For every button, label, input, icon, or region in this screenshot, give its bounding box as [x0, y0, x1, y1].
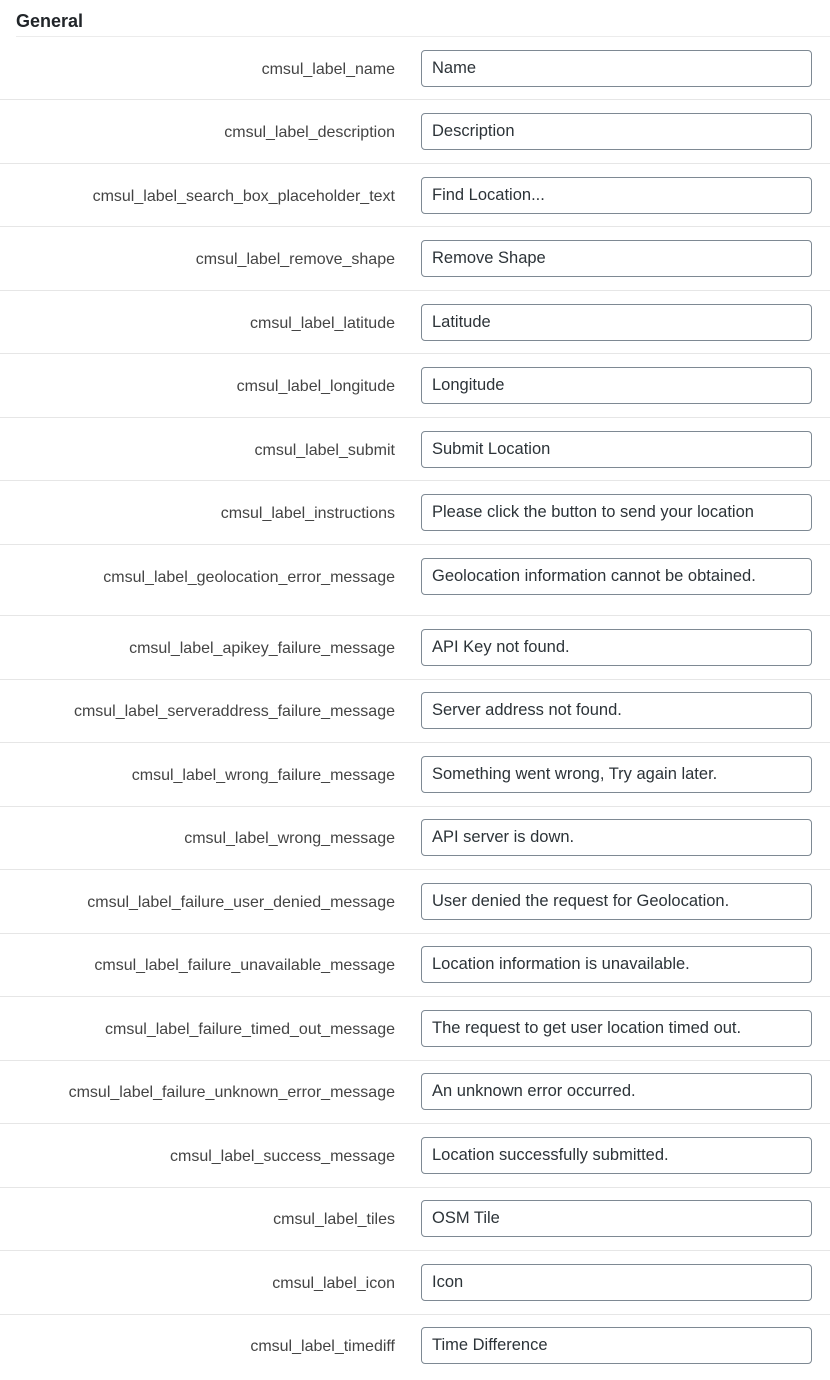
field-input-longitude[interactable] [421, 367, 812, 404]
field-label: cmsul_label_name [261, 61, 395, 78]
field-label: cmsul_label_submit [254, 442, 395, 459]
form-row-tiles [0, 1200, 830, 1251]
form-row-description [0, 113, 830, 164]
field-input-name[interactable] [421, 50, 812, 87]
field-label: cmsul_label_search_box_placeholder_text [92, 188, 395, 205]
field-input-instructions[interactable] [421, 494, 812, 531]
section-divider [16, 36, 830, 37]
field-label: cmsul_label_icon [272, 1275, 395, 1292]
form-row-wrong-message [0, 819, 830, 870]
field-label: cmsul_label_latitude [250, 315, 395, 332]
field-input-timediff[interactable] [421, 1327, 812, 1364]
section-title: General [16, 11, 84, 31]
field-label: cmsul_label_remove_shape [195, 251, 395, 268]
field-input-failure-user-denied-message[interactable] [421, 883, 812, 920]
field-input-latitude[interactable] [421, 304, 812, 341]
field-input-geolocation-error-message[interactable] [421, 558, 812, 595]
form-row-name [0, 50, 830, 100]
field-input-failure-unknown-error-message[interactable] [421, 1073, 812, 1110]
field-input-success-message[interactable] [421, 1137, 812, 1174]
form-row-wrong-failure-message [0, 756, 830, 807]
field-label: cmsul_label_failure_timed_out_message [105, 1021, 395, 1038]
field-label: cmsul_label_failure_user_denied_message [87, 894, 395, 911]
form-row-failure-unknown-error-message [0, 1073, 830, 1124]
field-input-serveraddress-failure-message[interactable] [421, 692, 812, 729]
form-row-instructions [0, 494, 830, 545]
field-input-tiles[interactable] [421, 1200, 812, 1237]
field-label: cmsul_label_apikey_failure_message [129, 640, 395, 657]
field-label: cmsul_label_failure_unknown_error_message [68, 1084, 395, 1101]
form-row-latitude [0, 304, 830, 354]
field-label: cmsul_label_wrong_message [184, 830, 395, 847]
field-input-wrong-message[interactable] [421, 819, 812, 856]
form-row-failure-user-denied-message [0, 883, 830, 934]
form-row-icon [0, 1264, 830, 1315]
form-row-remove-shape [0, 240, 830, 291]
form-row-serveraddress-failure-message [0, 692, 830, 743]
field-label: cmsul_label_failure_unavailable_message [94, 957, 395, 974]
field-input-failure-timed-out-message[interactable] [421, 1010, 812, 1047]
field-input-apikey-failure-message[interactable] [421, 629, 812, 666]
field-label: cmsul_label_description [224, 124, 395, 141]
form-row-longitude [0, 367, 830, 418]
form-row-apikey-failure-message [0, 629, 830, 680]
form-row-timediff [0, 1327, 830, 1380]
field-input-icon[interactable] [421, 1264, 812, 1301]
form-row-success-message [0, 1137, 830, 1188]
field-input-failure-unavailable-message[interactable] [421, 946, 812, 983]
field-label: cmsul_label_serveraddress_failure_message [73, 703, 395, 720]
field-label: cmsul_label_tiles [273, 1211, 395, 1228]
form-row-submit [0, 431, 830, 481]
field-label: cmsul_label_longitude [236, 378, 395, 395]
field-label: cmsul_label_success_message [170, 1148, 395, 1165]
field-label: cmsul_label_geolocation_error_message [103, 569, 395, 586]
field-input-submit[interactable] [421, 431, 812, 468]
field-label: cmsul_label_timediff [250, 1338, 395, 1355]
form-row-failure-timed-out-message [0, 1010, 830, 1061]
form-row-search-box-placeholder-text [0, 177, 830, 227]
form-row-geolocation-error-message [0, 558, 830, 616]
field-input-search-box-placeholder-text[interactable] [421, 177, 812, 214]
field-label: cmsul_label_instructions [220, 505, 395, 522]
field-label: cmsul_label_wrong_failure_message [131, 767, 395, 784]
field-input-description[interactable] [421, 113, 812, 150]
form-row-failure-unavailable-message [0, 946, 830, 997]
field-input-wrong-failure-message[interactable] [421, 756, 812, 793]
field-input-remove-shape[interactable] [421, 240, 812, 277]
